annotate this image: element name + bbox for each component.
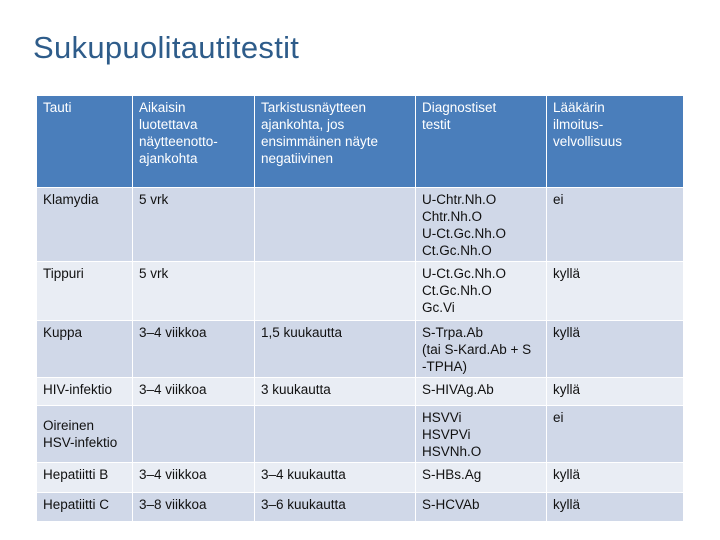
cell-earliest-sampling [133, 406, 255, 463]
cell-diagnostic-tests: S-HBs.Ag [416, 463, 547, 493]
table-row [37, 321, 684, 378]
cell-reporting-obligation: kyllä [547, 262, 684, 321]
header-diagnostic-tests: Diagnostiset testit [416, 96, 547, 188]
header-disease: Tauti [37, 96, 133, 188]
cell-reporting-obligation: ei [547, 406, 684, 463]
cell-earliest-sampling: 5 vrk [133, 188, 255, 262]
cell-diagnostic-tests: S-HIVAg.Ab [416, 378, 547, 406]
cell-diagnostic-tests: U-Chtr.Nh.O Chtr.Nh.O U-Ct.Gc.Nh.O Ct.Gc.Nh.O [416, 188, 547, 262]
cell-disease: Hepatiitti C [37, 493, 133, 522]
cell-diagnostic-tests: HSVVi HSVPVi HSVNh.O [416, 406, 547, 463]
cell-disease: Hepatiitti B [37, 463, 133, 493]
table-row [37, 262, 684, 321]
cell-reporting-obligation: ei [547, 188, 684, 262]
cell-earliest-sampling: 3–4 viikkoa [133, 378, 255, 406]
cell-disease: Oireinen HSV-infektio [37, 406, 133, 463]
cell-recheck-timing: 3–6 kuukautta [255, 493, 416, 522]
table-row [37, 493, 684, 522]
cell-reporting-obligation: kyllä [547, 463, 684, 493]
header-reporting-obligation: Lääkärin ilmoitus- velvollisuus [547, 96, 684, 188]
cell-reporting-obligation: kyllä [547, 493, 684, 522]
slide-title: Sukupuolitautitestit [33, 30, 300, 65]
cell-diagnostic-tests: S-HCVAb [416, 493, 547, 522]
cell-reporting-obligation: kyllä [547, 378, 684, 406]
header-earliest-sampling: Aikaisin luotettava näytteenotto- ajankohta [133, 96, 255, 188]
table-header-row [37, 96, 684, 188]
cell-recheck-timing: 3 kuukautta [255, 378, 416, 406]
cell-diagnostic-tests: U-Ct.Gc.Nh.O Ct.Gc.Nh.O Gc.Vi [416, 262, 547, 321]
std-tests-table [36, 95, 684, 522]
cell-disease: Tippuri [37, 262, 133, 321]
cell-recheck-timing: 3–4 kuukautta [255, 463, 416, 493]
cell-reporting-obligation: kyllä [547, 321, 684, 378]
cell-disease: HIV-infektio [37, 378, 133, 406]
cell-diagnostic-tests: S-Trpa.Ab (tai S-Kard.Ab + S -TPHA) [416, 321, 547, 378]
cell-disease: Kuppa [37, 321, 133, 378]
cell-disease: Klamydia [37, 188, 133, 262]
table-row [37, 188, 684, 262]
cell-earliest-sampling: 5 vrk [133, 262, 255, 321]
cell-recheck-timing: 1,5 kuukautta [255, 321, 416, 378]
table-row [37, 406, 684, 463]
cell-recheck-timing [255, 406, 416, 463]
header-recheck-timing: Tarkistusnäytteen ajankohta, jos ensimmäinen näyte negatiivinen [255, 96, 416, 188]
cell-recheck-timing [255, 262, 416, 321]
cell-earliest-sampling: 3–8 viikkoa [133, 493, 255, 522]
table-row [37, 378, 684, 406]
table-row [37, 463, 684, 493]
cell-earliest-sampling: 3–4 viikkoa [133, 463, 255, 493]
cell-recheck-timing [255, 188, 416, 262]
cell-earliest-sampling: 3–4 viikkoa [133, 321, 255, 378]
